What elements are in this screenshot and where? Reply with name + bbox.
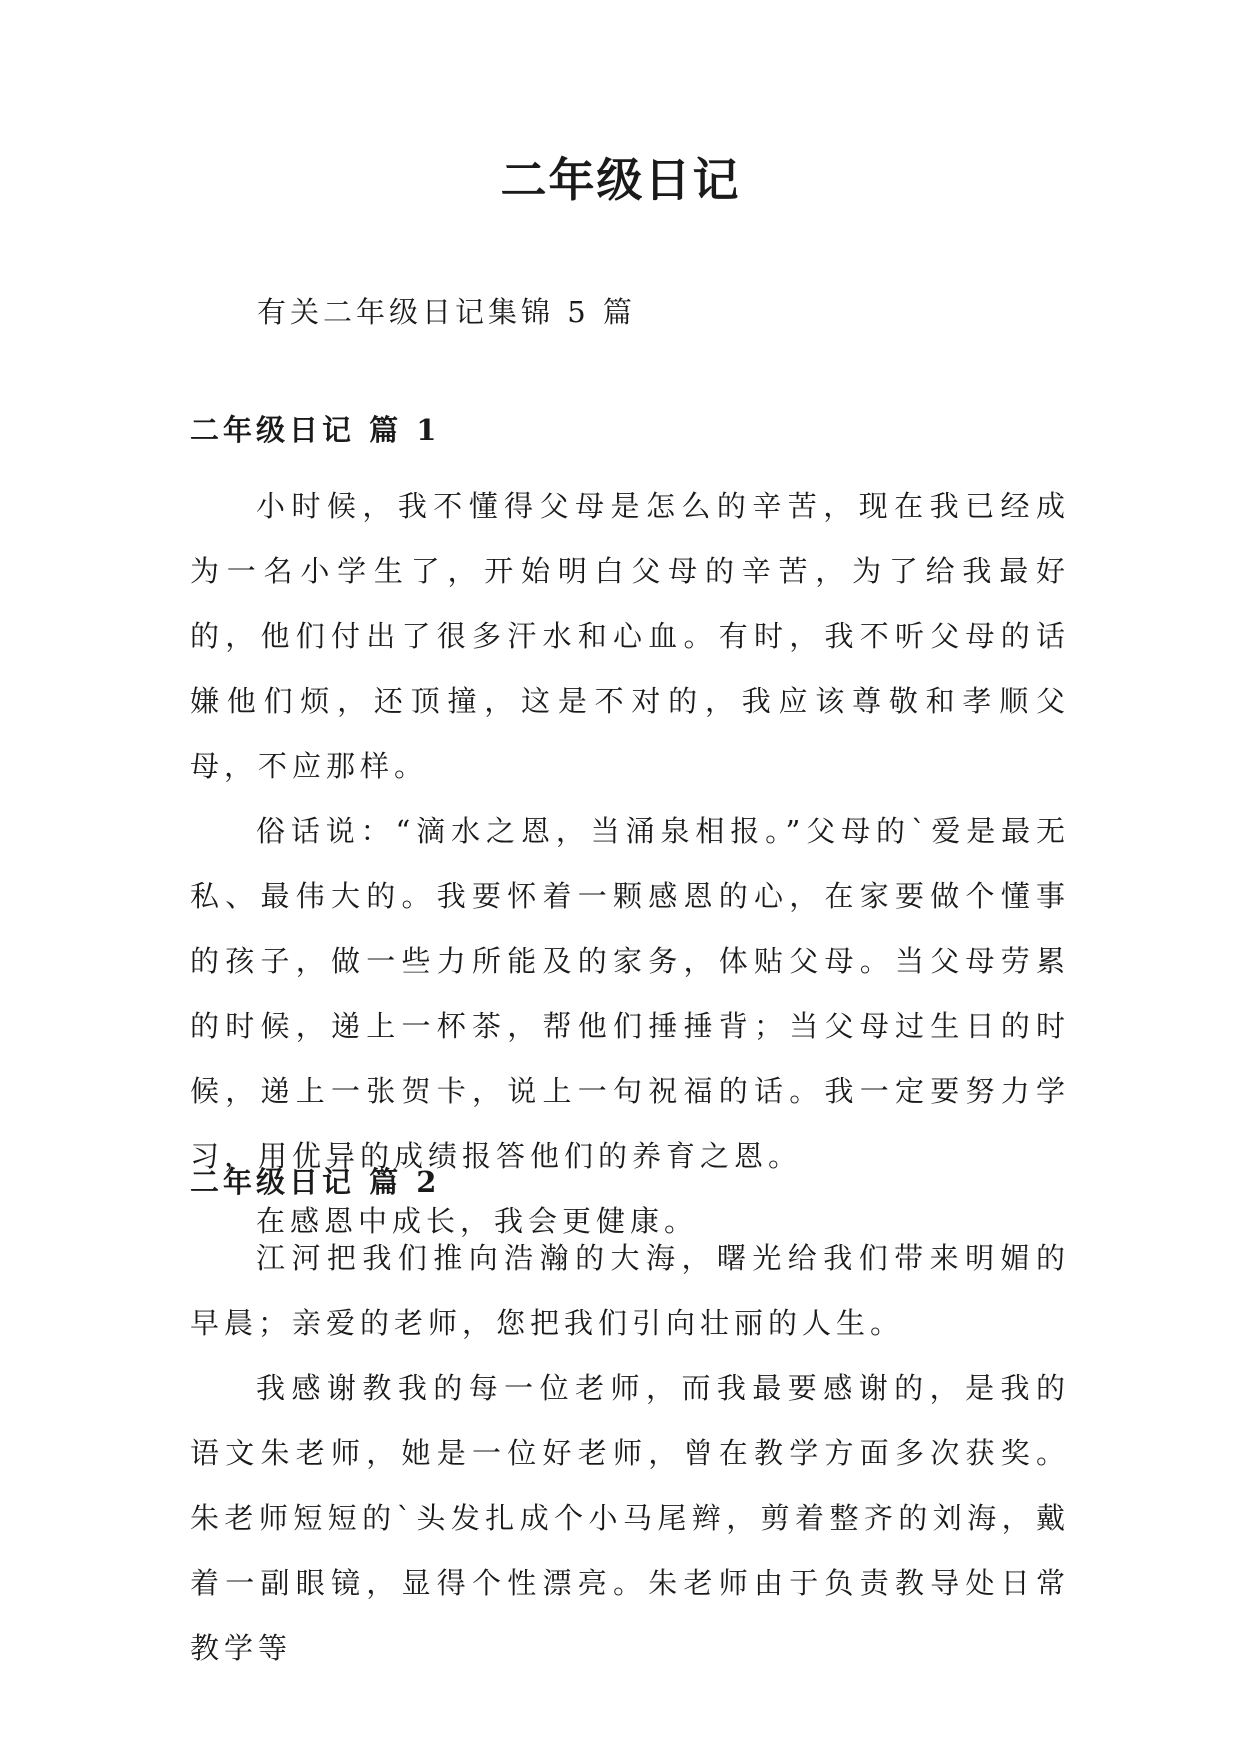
document-subtitle: 有关二年级日记集锦 5 篇: [257, 295, 636, 329]
document-title: 二年级日记: [500, 153, 741, 207]
article-paragraph: 小时候，我不懂得父母是怎么的辛苦，现在我已经成为一名小学生了，开始明白父母的辛苦，为了给我最好的，他们付出了很多汗水和心血。有时，我不听父母的话嫌他们烦，还顶撞，这是不对的，我应该尊敬和孝顺父母，不应那样。: [190, 489, 1070, 783]
article-paragraph: 我感谢教我的每一位老师，而我最要感谢的，是我的语文朱老师，她是一位好老师，曾在教学方面多次获奖。朱老师短短的`头发扎成个小马尾辫，剪着整齐的刘海，戴着一副眼镜，显得个性漂亮。朱老师由于负责教导处日常教学等: [190, 1371, 1070, 1665]
article-heading: 二年级日记 篇 1: [190, 413, 441, 447]
article-paragraph: 俗话说：“滴水之恩，当涌泉相报。”父母的`爱是最无私、最伟大的。我要怀着一颗感恩的心，在家要做个懂事的孩子，做一些力所能及的家务，体贴父母。当父母劳累的时候，递上一杯茶，帮他们捶捶背；当父母过生日的时候，递上一张贺卡，说上一句祝福的话。我一定要努力学习，用优异的成绩报答他们的养育之恩。: [190, 814, 1070, 1173]
article-paragraph: 江河把我们推向浩瀚的大海，曙光给我们带来明媚的早晨；亲爱的老师，您把我们引向壮丽的人生。: [190, 1241, 1070, 1340]
article-paragraph: 在感恩中成长，我会更健康。: [256, 1204, 699, 1238]
article-heading: 二年级日记 篇 2: [190, 1165, 441, 1199]
article-1: [190, 410, 1070, 1254]
article-2: [190, 1162, 1070, 1681]
